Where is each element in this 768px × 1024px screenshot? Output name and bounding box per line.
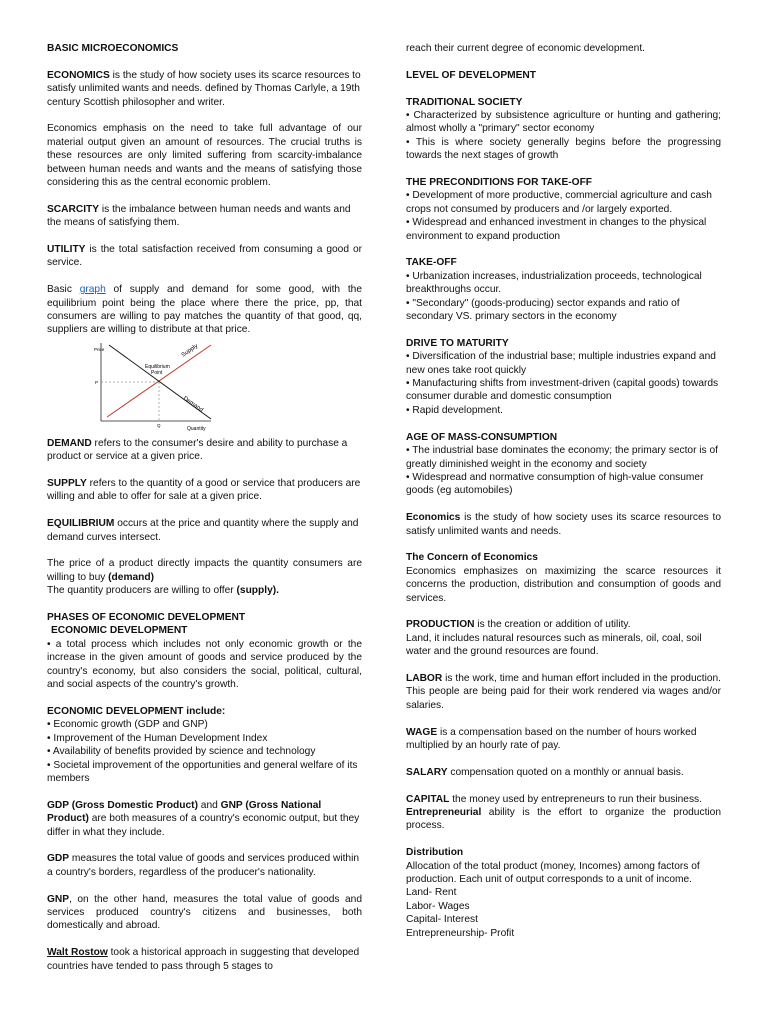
term-supply: SUPPLY	[47, 478, 87, 490]
supply-definition	[47, 477, 362, 504]
term-gnp: GNP	[47, 893, 70, 905]
mass-heading: AGE OF MASS-CONSUMPTION	[406, 431, 558, 443]
supply-label: Supply	[180, 343, 200, 359]
utility-definition	[47, 243, 362, 270]
preconditions-section	[406, 176, 721, 243]
term-gdp-full: GDP (Gross Domestic Product)	[47, 799, 198, 811]
distribution-item: Land- Rent	[406, 887, 457, 899]
supply-demand-graph	[47, 339, 362, 431]
gdp-gnp-text: are both measures of a country's economic output, but they differ in what they include.	[47, 813, 360, 838]
capital-text: the money used by entrepreneurs to run their business.	[449, 793, 702, 805]
price-supply: (supply).	[236, 585, 279, 597]
scarcity-definition	[47, 203, 362, 230]
graph-pre: Basic	[47, 284, 80, 296]
level-heading: LEVEL OF DEVELOPMENT	[406, 69, 536, 81]
supply-text: refers to the quantity of a good or service that producers are willing and able to offer for sale at a given price.	[47, 478, 361, 503]
graph-post: of supply and demand for some good, with the equilibrium point being the place where there the price, pp, that consumers are willing to pay matches the quantity of that good, qq, suppliers are willing to distribute at that price.	[47, 284, 362, 336]
equilibrium-text: occurs at the price and quantity where the supply and demand curves intersect.	[47, 518, 359, 543]
takeoff-section	[406, 256, 721, 323]
traditional-heading: TRADITIONAL SOCIETY	[406, 96, 523, 108]
term-equilibrium: EQUILIBRIUM	[47, 518, 115, 530]
demand-label: Demand	[181, 395, 204, 414]
term-economics: ECONOMICS	[47, 69, 110, 81]
include-item: • Improvement of the Human Development Index	[47, 732, 268, 744]
supply-demand-svg	[91, 339, 261, 431]
q-label: Q	[157, 422, 161, 428]
distribution-section	[406, 846, 721, 940]
concern-text: Economics emphasizes on maximizing the scarce resources it concerns the production, distribution and consumption of goods and services.	[406, 565, 721, 604]
phases-heading: PHASES OF ECONOMIC DEVELOPMENT	[47, 612, 246, 624]
p-label: P	[95, 379, 99, 385]
term-entrepreneurial: Entrepreneurial	[406, 806, 482, 818]
phases-subheading: ECONOMIC DEVELOPMENT	[51, 625, 188, 637]
economics-definition-2	[406, 511, 721, 538]
price-line-2: The quantity producers are willing to offer	[47, 585, 237, 597]
maturity-section	[406, 337, 721, 417]
production-section	[406, 618, 721, 658]
economics-definition	[47, 69, 362, 109]
term-gnp-full: GNP (Gross National Product)	[47, 799, 322, 825]
doc-title: BASIC MICROECONOMICS	[47, 43, 179, 54]
emphasis-paragraph: Economics emphasis on the need to take full advantage of our material output given an amount of resources. The crucial truths is these resources are only limited suffering from scarcity-imbalance between human needs and wants and the means of satisfying those considering this as the central economic problem.	[47, 123, 362, 189]
price-paragraph	[47, 557, 362, 597]
equilibrium-definition	[47, 517, 362, 544]
utility-text: is the total satisfaction received from consuming a good or service.	[47, 244, 362, 269]
distribution-text: Allocation of the total product (money, Incomes) among factors of production. Each unit of output corresponds to a unit of income.	[406, 860, 700, 885]
gdp-gnp-paragraph	[47, 799, 362, 839]
takeoff-item: • Urbanization increases, industrialization proceeds, technological breakthroughs occur.	[406, 270, 702, 296]
term-production: PRODUCTION	[406, 619, 475, 631]
rostow-continued: reach their current degree of economic development.	[406, 43, 645, 54]
price-demand: (demand)	[108, 571, 154, 583]
gnp-definition	[47, 893, 362, 933]
gdp-definition	[47, 852, 362, 879]
economics-text-2: is the study of how society uses its scarce resources to satisfy unlimited wants and needs.	[406, 512, 721, 537]
demand-text: refers to the consumer's desire and ability to purchase a product or service at a given price.	[47, 437, 348, 463]
rostow-text: took a historical approach in suggesting that developed countries have tended to pass through 5 stages to	[47, 947, 360, 972]
takeoff-heading: TAKE-OFF	[406, 257, 457, 269]
maturity-heading: DRIVE TO MATURITY	[406, 337, 509, 349]
maturity-item: • Diversification of the industrial base; multiple industries expand and new ones take root quickly	[406, 351, 716, 376]
equilibrium-label-2: Point	[151, 369, 163, 376]
include-section	[47, 705, 362, 785]
include-item: • Economic growth (GDP and GNP)	[47, 719, 208, 731]
term-labor: LABOR	[406, 672, 443, 684]
distribution-heading: Distribution	[406, 847, 464, 859]
term-capital: CAPITAL	[406, 793, 450, 805]
phases-text: • a total process which includes not only economic growth or the increase in the given amount of goods and service produced by the country's economy, but also considers the social, political, cultural, and social aspects of the country's growth.	[47, 638, 362, 691]
term-demand: DEMAND	[47, 437, 92, 449]
salary-text: compensation quoted on a monthly or annual basis.	[447, 766, 684, 778]
scarcity-text: is the imbalance between human needs and wants and the means of satisfying them.	[47, 203, 351, 229]
term-wage: WAGE	[406, 726, 438, 738]
demand-definition	[47, 437, 362, 464]
left-column	[47, 42, 362, 986]
economics-text: is the study of how society uses its scarce resources to satisfy unlimited wants and needs. defined by Thomas Carlyle, a 19th century Scottish philosopher and writer.	[47, 69, 361, 108]
distribution-item: Entrepreneurship- Profit	[406, 927, 515, 939]
gnp-text: , on the other hand, measures the total value of goods and services produced country's citizens and businesses, both domestically and abroad.	[47, 893, 362, 932]
include-item: • Availability of benefits provided by science and technology	[47, 746, 316, 758]
maturity-item: • Rapid development.	[406, 404, 504, 416]
rostow-paragraph	[47, 946, 362, 973]
include-item: • Societal improvement of the opportunities and general welfare of its members	[47, 759, 358, 784]
traditional-item: • This is where society generally begins before the progressing towards the next stages of growth	[406, 136, 721, 162]
distribution-item: Labor- Wages	[406, 900, 470, 912]
traditional-section	[406, 96, 721, 163]
include-heading: ECONOMIC DEVELOPMENT include:	[47, 705, 226, 717]
term-scarcity: SCARCITY	[47, 203, 100, 215]
preconditions-heading: THE PRECONDITIONS FOR TAKE-OFF	[406, 177, 593, 189]
entrepreneurial-text: ability is the effort to organize the production process.	[406, 806, 721, 832]
traditional-item: • Characterized by subsistence agriculture or hunting and gathering; almost wholly a "primary" sector economy	[406, 110, 721, 135]
price-line-1: The price of a product directly impacts the quantity consumers are willing to buy	[47, 558, 362, 583]
preconditions-item: • Development of more productive, commercial agriculture and cash crops not consumed by producers and /or largely exported.	[406, 190, 712, 215]
graph-link[interactable]: graph	[79, 284, 106, 296]
equilibrium-label-1: Equilibrium	[145, 363, 170, 370]
takeoff-item: • "Secondary" (goods-producing) sector expands and ratio of secondary VS. primary sectors in the economy	[406, 297, 680, 323]
salary-definition	[406, 766, 721, 779]
term-salary: SALARY	[406, 766, 448, 778]
term-economics-2: Economics	[406, 512, 461, 524]
concern-section	[406, 551, 721, 605]
distribution-item: Capital- Interest	[406, 914, 478, 926]
term-utility: UTILITY	[47, 244, 86, 256]
x-axis-label: Quantity	[187, 425, 206, 431]
labor-text: is the work, time and human effort included in the production. This people are being paid for their work rendered via wages and/or salaries.	[406, 672, 721, 711]
phases-section	[47, 611, 362, 691]
gdp-gnp-and: and	[197, 799, 221, 811]
production-text: is the creation or addition of utility.	[474, 619, 631, 631]
right-column	[406, 42, 721, 953]
mass-item: • Widespread and normative consumption of high-value consumer goods (eg automobiles)	[406, 471, 704, 497]
gdp-text: measures the total value of goods and services produced within a country's borders, regardless of the producer's nationality.	[47, 853, 360, 878]
rostow-name: Walt Rostow	[47, 947, 108, 959]
preconditions-item: • Widespread and enhanced investment in changes to the physical environment to expand production	[406, 217, 707, 242]
labor-definition	[406, 672, 721, 712]
graph-paragraph	[47, 283, 362, 337]
land-text: Land, it includes natural resources such as minerals, oil, coal, soil water and the ground resources are found.	[406, 632, 702, 658]
y-axis-label: Price	[94, 346, 105, 352]
mass-consumption-section	[406, 431, 721, 498]
capital-section	[406, 793, 721, 833]
wage-definition	[406, 726, 721, 753]
term-gdp: GDP	[47, 853, 70, 865]
wage-text: is a compensation based on the number of hours worked multiplied by an hourly rate of pay.	[406, 726, 697, 751]
concern-heading: The Concern of Economics	[406, 552, 538, 564]
maturity-item: • Manufacturing shifts from investment-driven (capital goods) towards consumer durable and domestic consumption	[406, 378, 719, 403]
mass-item: • The industrial base dominates the economy; the primary sector is of greatly diminished weight in the economy and society	[406, 445, 718, 470]
